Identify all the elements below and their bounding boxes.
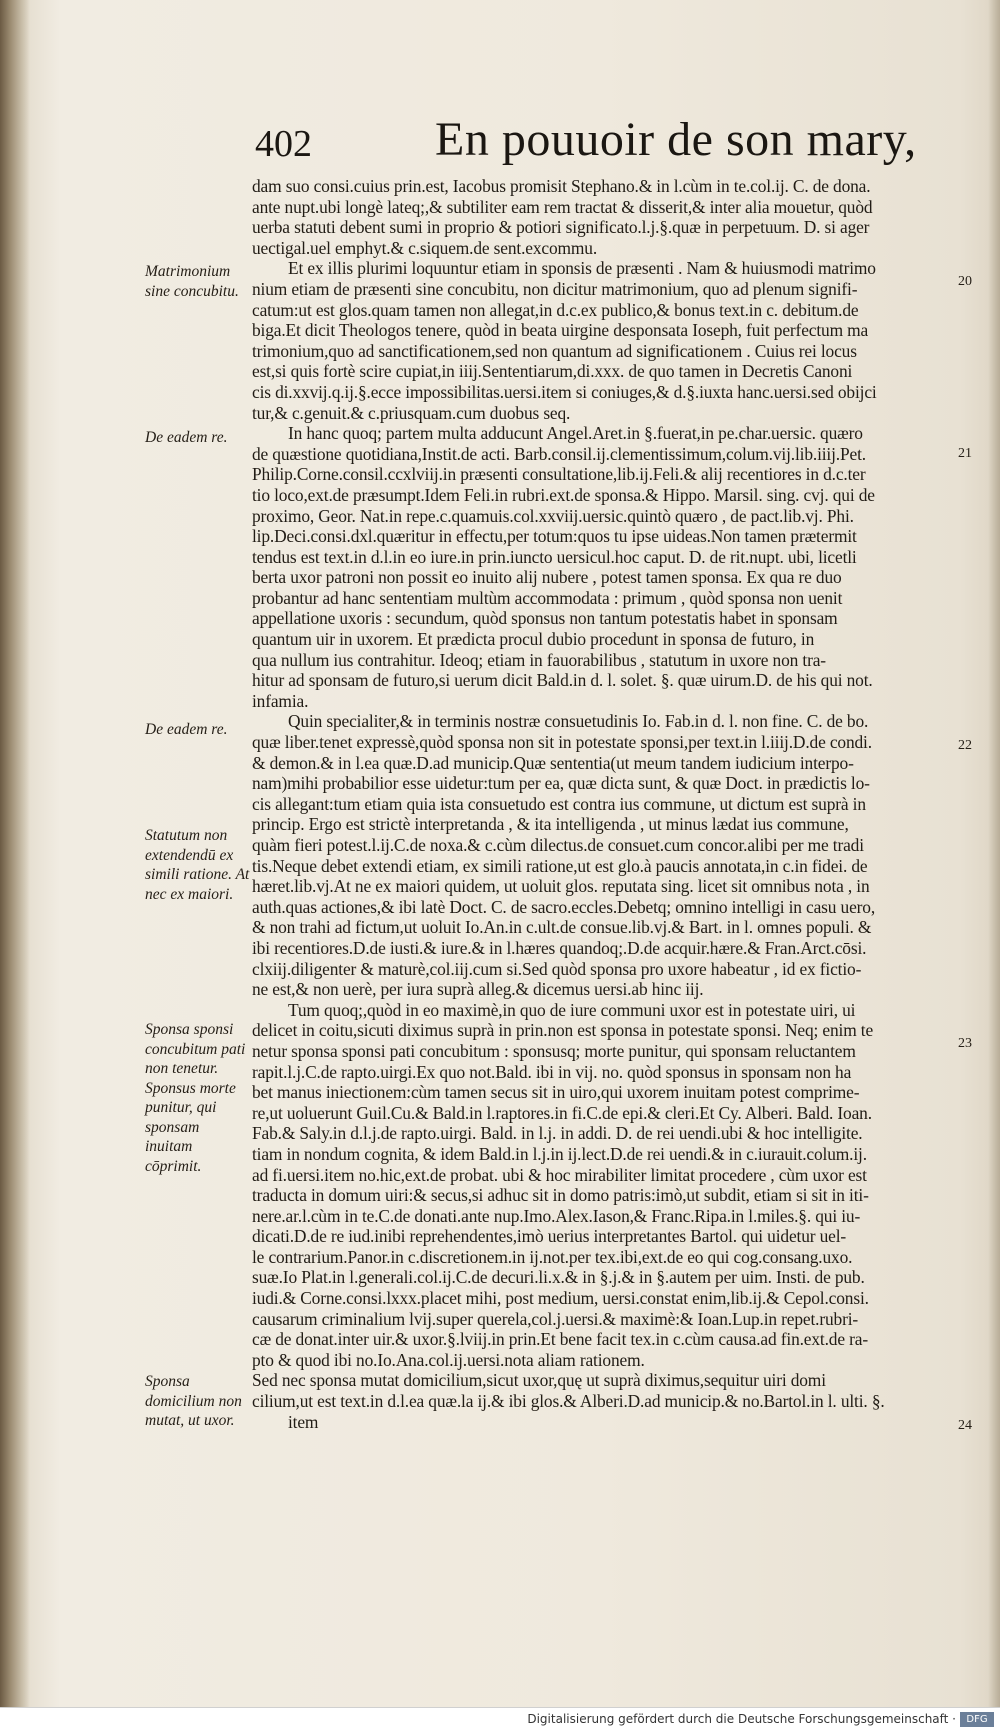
section-number: 21 — [958, 446, 972, 461]
text-line: netur sponsa sponsi pati concubitum : sponsusq; morte punitur, qui sponsam reluctantem — [252, 1040, 856, 1061]
text-line: princip. Ergo est strictè interpretanda , & ita intelligenda , ut minus lædat ius commune, — [252, 814, 849, 835]
text-line: hitur ad sponsam de futuro,si uerum dicit Bald.in d. l. solet. §. quæ uirum.D. de his qui not. — [252, 670, 873, 691]
dfg-logo: DFG — [960, 1712, 994, 1727]
text-line: nam)mihi probabilior esse uidetur:tum per ea, quæ dicta sunt, & quæ Doct. in prædictis lo- — [252, 773, 870, 794]
section-number: 24 — [958, 1418, 972, 1433]
section-number: 23 — [958, 1036, 972, 1051]
margin-note: Sponsa domicilium non mutat, ut uxor. — [145, 1373, 242, 1429]
text-line: lip.Deci.consi.dxl.quæritur in effectu,per totum:quos tu ipse uideas.Non tamen prætermit — [252, 526, 857, 547]
text-line: suæ.Io Plat.in l.generali.col.ij.C.de decuri.li.x.& in §.j.& in §.autem per uim. Insti. de pub. — [252, 1267, 865, 1288]
text-line: est,si quis fortè scire cupiat,in iiij.Sententiarum,di.xxx. de quo tamen in Decretis Canoni — [252, 361, 853, 382]
section-number: 22 — [958, 738, 972, 753]
text-line: clxiij.diligenter & maturè,col.iij.cum si.Sed quòd sponsa pro uxore habeatur , id ex fictio- — [252, 958, 862, 979]
text-line: dam suo consi.cuius prin.est, Iacobus promisit Stephano.& in l.cùm in te.col.ij. C. de dona. — [252, 176, 871, 196]
footer — [0, 1707, 1000, 1732]
margin-note: De eadem re. — [145, 429, 228, 446]
text-line: trimonium,quo ad sanctificationem,sed non quantum ad significationem . Cuius rei locus — [252, 340, 857, 361]
text-line: ante nupt.ubi longè lateq;,& subtiliter eam rem tractat & disserit,& inter alia mouetur, quòd — [252, 196, 873, 217]
text-line: quantum uir in uxorem. Et prædicta procul dubio procedunt in sponsa de futuro, in — [252, 629, 815, 650]
text-line: ad fi.uersi.item no.hic,ext.de probat. ubi & hoc mirabiliter limitat procedere , cùm uxor est — [252, 1164, 867, 1185]
text-line: nere.ar.l.cùm in te.C.de donati.ante nup.Imo.Alex.Iason,& Franc.Ripa.in l.miles.§. qui iu- — [252, 1205, 861, 1226]
text-line: de quæstione quotidiana,Instit.de acti. Barb.consil.ij.clementissimum,colum.vij.lib.iiij.Pet. — [252, 443, 866, 464]
text-line: causarum criminalium lvij.super querela,col.j.uersi.& maximè:& Ioan.Lup.in repet.rubri- — [252, 1308, 859, 1329]
text-line: qua nullum ius contrahitur. Ideoq; etiam in fauorabilibus , statutum in uxore non tra- — [252, 649, 826, 670]
text-line: cæ de donat.inter uir.& uxor.§.lviij.in prin.Et bene facit tex.in c.cùm causa.ad fin.ext.de ra- — [252, 1329, 868, 1350]
text-line: bet manus iniectionem:cùm tamen secus sit in uiro,qui uxorem inuitam potest comprime- — [252, 1082, 860, 1103]
text-line: Philip.Corne.consil.ccxlviij.in præsenti consultatione,lib.ij.Feli.& alij recentiores in d.c.ter — [252, 464, 866, 485]
text-line: tiam in nondum cognita, & idem Bald.in l.j.in ij.lect.D.de rei uendi.& in c.iurauit.colum.ij. — [252, 1143, 867, 1164]
text-line: cilium,ut est text.in d.l.ea quæ.la ij.& ibi glos.& Alberi.D.ad municip.& no.Bartol.in l. ulti. §. — [252, 1391, 885, 1412]
text-line: & demon.& in l.ea quæ.D.ad municip.Quæ sententia(ut meum tandem iudicium interpo- — [252, 752, 854, 773]
section-number: 20 — [958, 274, 972, 289]
text-line: tis.Neque debet extendi etiam, ex simili ratione,ut est glo.à paucis annotata,in c.in fidei. de — [252, 855, 868, 876]
text-line: cis di.xxvij.q.ij.§.ecce impossibilitas.uersi.item si coniuges,& d.§.iuxta hanc.uersi.sed obijci — [252, 381, 877, 402]
text-line: uectigal.uel emphyt.& c.siquem.de sent.excommu. — [252, 237, 598, 258]
text-line: traducta in domum uiri:& secus,si adhuc sit in domo patris:imò,ut subdit, etiam si sit in iti- — [252, 1185, 869, 1206]
margin-note: Matrimonium sine concubitu. — [145, 263, 239, 300]
text-line: uerba statuti debent sumi in proprio & potiori significato.l.j.§.quæ in perpetuum. D. si ager — [252, 217, 870, 238]
main-text — [252, 176, 960, 1432]
text-line: nium etiam de præsenti sine concubitu, non dicitur matrimonium, quo ad plenum signifi- — [252, 278, 858, 299]
text-line: In hanc quoq; partem multa adducunt Angel.Aret.in §.fuerat,in pe.char.uersic. quæro — [288, 423, 863, 444]
text-line: appellatione uxoris : secundum, quòd sponsus non tantum potestatis habet in sponsam — [252, 608, 838, 629]
text-line: Tum quoq;,quòd in eo maximè,in quo de iure communi uxor est in potestate uiri, ui — [288, 999, 856, 1020]
text-line: proximo, Geor. Nat.in repe.c.quamuis.col.xxviij.uersic.quintò quæro , de pact.lib.vj. Phi. — [252, 505, 854, 526]
margin-note: Sponsa sponsi concubitum pati non tenetur. Sponsus morte punitur, qui sponsam inuitam cōprimit. — [145, 1021, 246, 1175]
text-line: delicet in coitu,sicuti diximus suprà in prin.non est sponsa in potestate sponsi. Neq; enim te — [252, 1020, 874, 1041]
text-line: cis allegant:tum etiam quia ista consuetudo est contra ius commune, ut dictum est suprà in — [252, 793, 866, 814]
text-line: hæret.lib.vj.At ne ex maiori quidem, ut uoluit glos. reputata sing. licet sit omnibus nota , in — [252, 876, 870, 897]
running-title: En pouuoir de son mary, — [435, 113, 917, 166]
margin-note: Statutum non extendendū ex simili ratione. At nec ex maiori. — [145, 827, 250, 903]
text-line: tendus est text.in d.l.in eo iure.in prin.iuncto uersicul.hoc caput. D. de rit.nupt. ubi, licetli — [252, 546, 857, 567]
text-line: & non trahi ad fictum,ut uoluit Io.An.in c.ult.de consue.lib.vj.& Bart. in l. omnes populi. & — [252, 917, 872, 938]
text-line: dicati.D.de re iud.inibi reprehendentes,imò uerius interpretantes Bartol. qui uidetur uel- — [252, 1226, 847, 1247]
text-line: item — [288, 1411, 319, 1432]
text-line: quæ liber.tenet expressè,quòd sponsa non sit in potestate sponsi,per text.in l.iiij.D.de condi. — [252, 732, 872, 753]
text-line: biga.Et dicit Theologos tenere, quòd in beata uirgine desponsata Ioseph, fuit perfectum ma — [252, 320, 869, 341]
text-line: Fab.& Saly.in d.l.j.de rapto.uirgi. Bald. in l.j. in addi. D. de rei uendi.ubi & hoc intelligite. — [252, 1123, 863, 1144]
text-line: Sed nec sponsa mutat domicilium,sicut uxor,quę ut suprà diximus,sequitur uiri domi — [252, 1370, 826, 1391]
text-line: tur,& c.genuit.& c.priusquam.cum duobus seq. — [252, 402, 571, 423]
book-binding — [0, 0, 30, 1731]
text-line: quàm fieri potest.l.ij.C.de noxa.& c.cùm dilectus.de consuet.cum concor.alibi per me tradi — [252, 835, 864, 855]
text-line: probantur ad hanc sententiam multùm accommodata : primum , quòd sponsa non uenit — [252, 587, 843, 608]
text-line: re,ut uoluerunt Guil.Cu.& Bald.in l.raptores.in fi.C.de epi.& cleri.Et Cy. Alberi. Bald. Ioan. — [252, 1102, 872, 1123]
funding-credit: Digitalisierung gefördert durch die Deutsche Forschungsgemeinschaft · — [527, 1712, 956, 1726]
page-edge — [988, 0, 1000, 1731]
margin-note: De eadem re. — [145, 721, 228, 738]
text-line: pto & quod ibi no.Io.Ana.col.ij.uersi.nota aliam rationem. — [252, 1349, 645, 1370]
text-line: Quin specialiter,& in terminis nostræ consuetudinis Io. Fab.in d. l. non fine. C. de bo. — [288, 711, 869, 732]
page-header — [255, 112, 935, 172]
page-number: 402 — [255, 123, 312, 165]
text-line: ibi recentiores.D.de iusti.& iure.& in l.hæres quandoq;.D.de acquir.hære.& Fran.Arct.cōsi. — [252, 937, 867, 958]
text-line: ne est,& non uerè, per iura suprà alleg.& dicemus uersi.ab hinc iij. — [252, 979, 704, 1000]
text-line: rapit.l.j.C.de rapto.uirgi.Ex quo not.Bald. ibi in vij. no. quòd sponsus in sponsam non ha — [252, 1061, 852, 1082]
text-line: infamia. — [252, 690, 309, 711]
text-line: catum:ut est glos.quam tamen non allegat,in d.c.ex publico,& bonus text.in c. debitum.de — [252, 299, 859, 320]
text-line: auth.quas actiones,& ibi latè Doct. C. de sacro.eccles.Debetq; omnino intelligi in casu uero, — [252, 896, 876, 917]
text-line: tio loco,ext.de præsumpt.Idem Feli.in rubri.ext.de sponsa.& Hippo. Marsil. sing. cvj. qui de — [252, 484, 875, 505]
text-line: berta uxor patroni non possit eo inuito alij nubere , potest tamen sponsa. Ex qua re duo — [252, 567, 842, 588]
text-line: Et ex illis plurimi loquuntur etiam in sponsis de præsenti . Nam & huiusmodi matrimo — [288, 258, 876, 279]
text-line: le contrarium.Panor.in c.discretionem.in ij.not.per tex.ibi,ext.de eo qui cog.consang.uxo. — [252, 1246, 853, 1267]
text-line: iudi.& Corne.consi.lxxx.placet mihi, post medium, uersi.constat enim,lib.ij.& Cepol.consi. — [252, 1288, 869, 1309]
